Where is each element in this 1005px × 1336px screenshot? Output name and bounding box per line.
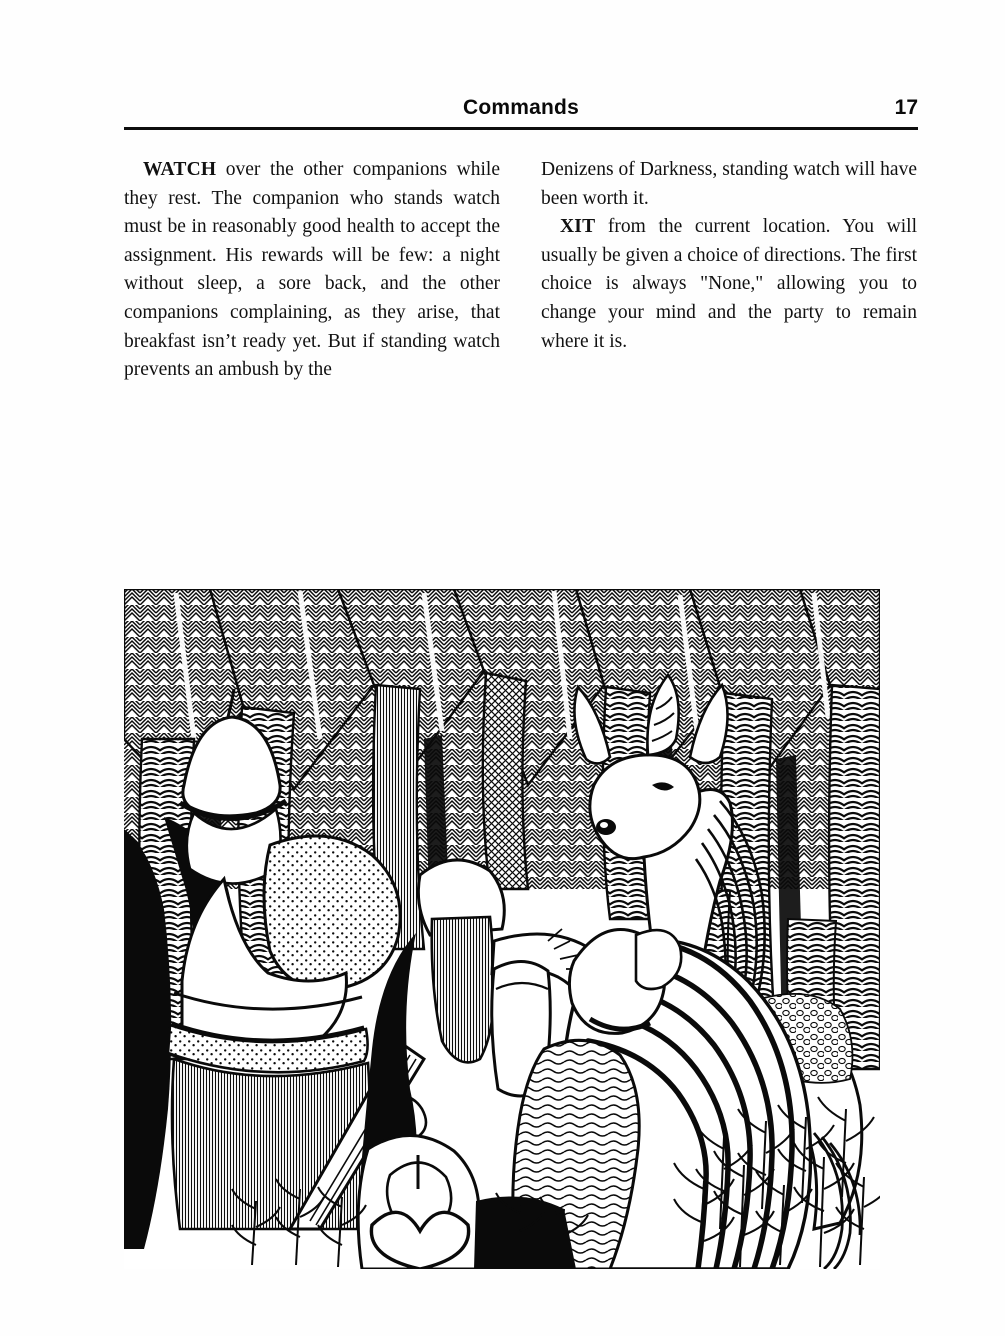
command-keyword-watch: WATCH (143, 159, 217, 180)
header-rule (124, 127, 918, 130)
page-title: Commands (463, 96, 579, 119)
paragraph-xit-body: from the current location. You will usually be given a choice of directions. The first choice is always "None," allowing you to change your mind and the party to remain where it is. (541, 216, 917, 352)
paragraph-xit (541, 213, 917, 356)
page-number: 17 (894, 96, 918, 119)
running-head (124, 96, 918, 130)
paragraph-watch-continued-body: Denizens of Darkness, standing watch will have been worth it. (541, 159, 917, 209)
column-right (541, 156, 917, 385)
column-left (124, 156, 500, 385)
illustration-forest-party (124, 589, 880, 1269)
command-keyword-xit: XIT (560, 216, 596, 238)
paragraph-watch (124, 156, 500, 385)
paragraph-watch-continued (541, 156, 917, 213)
paragraph-watch-body: over the other companions while they rest. The companion who stands watch must be in reasonably good health to accept the assignment. His rewards will be few: a night without sleep, a sore back, and the other companions complaining, as they arise, that breakfast isn’t ready yet. But if standing watch prevents an ambush by the (124, 159, 500, 381)
text-columns (124, 156, 918, 385)
